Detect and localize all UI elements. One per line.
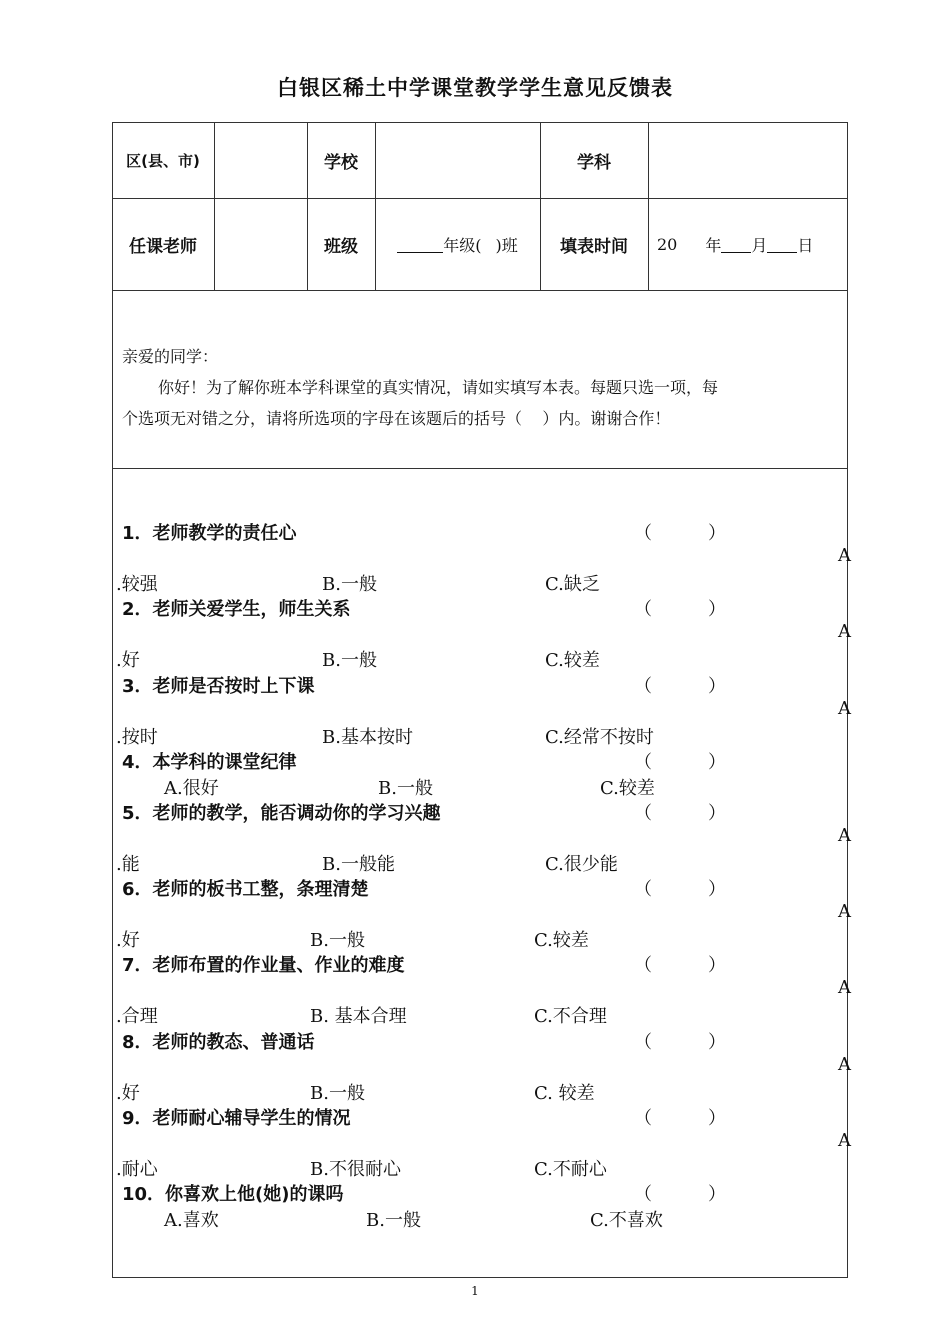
question-text: 2．老师关爱学生，师生关系 — [122, 599, 351, 620]
option-c: C.不耐心 — [534, 1159, 607, 1180]
divider — [112, 290, 848, 291]
district-label: 区(县、市) — [126, 151, 200, 170]
date-field[interactable] — [648, 198, 848, 290]
paren-close: ） — [708, 879, 726, 900]
paren-close: ） — [708, 1108, 726, 1129]
teacher-field[interactable] — [214, 198, 307, 290]
paren-close: ） — [708, 676, 726, 697]
option-c: C. 较差 — [534, 1083, 595, 1104]
year-text: 年 — [705, 235, 722, 255]
answer-blank[interactable] — [634, 748, 726, 774]
option-a-marker: A — [838, 901, 851, 922]
paren-close: ） — [708, 752, 726, 773]
question-text: 10．你喜欢上他(她)的课吗 — [122, 1184, 344, 1205]
answer-blank[interactable] — [634, 672, 726, 698]
paren-open: （ — [634, 752, 652, 773]
option-a: A.很好 — [164, 778, 219, 799]
subject-label: 学科 — [577, 152, 611, 173]
option-a: .较强 — [116, 574, 158, 595]
option-c: C.不合理 — [534, 1006, 607, 1027]
question-text: 9．老师耐心辅导学生的情况 — [122, 1108, 351, 1129]
question-text: 8．老师的教态、普通话 — [122, 1032, 315, 1053]
option-c: C.经常不按时 — [545, 727, 654, 748]
option-c: C.不喜欢 — [590, 1210, 663, 1231]
paren-close: ） — [708, 955, 726, 976]
option-b: B.不很耐心 — [310, 1159, 401, 1180]
option-a-marker: A — [838, 977, 851, 998]
option-a: .按时 — [116, 727, 158, 748]
date-label: 填表时间 — [560, 236, 628, 257]
question-text: 1．老师教学的责任心 — [122, 523, 297, 544]
option-a: .合理 — [116, 1006, 158, 1027]
paren-close: ） — [708, 803, 726, 824]
page-title: 白银区稀土中学课堂教学学生意见反馈表 — [277, 76, 673, 100]
paren-close: ） — [708, 1184, 726, 1205]
option-b: B.一般 — [310, 930, 365, 951]
intro-line-2: 个选项无对错之分，请将所选项的字母在该题后的括号（ ）内。谢谢合作！ — [122, 409, 671, 428]
paren-open: （ — [634, 523, 652, 544]
paren-close: ） — [708, 1032, 726, 1053]
option-b: B.基本按时 — [322, 727, 413, 748]
day-text: 日 — [797, 235, 814, 255]
paren-open: （ — [634, 599, 652, 620]
grade-blank[interactable] — [397, 236, 443, 253]
option-b: B.一般能 — [322, 854, 395, 875]
divider — [112, 468, 848, 469]
question-text: 6．老师的板书工整，条理清楚 — [122, 879, 369, 900]
answer-blank[interactable] — [634, 875, 726, 901]
question-text: 5．老师的教学，能否调动你的学习兴趣 — [122, 803, 441, 824]
option-b: B.一般 — [378, 778, 433, 799]
answer-blank[interactable] — [634, 1180, 726, 1206]
subject-field[interactable] — [648, 122, 848, 198]
option-b: B.一般 — [366, 1210, 421, 1231]
option-c: C.较差 — [534, 930, 589, 951]
option-a: .耐心 — [116, 1159, 158, 1180]
month-text: 月 — [751, 235, 768, 255]
paren-open: （ — [634, 1032, 652, 1053]
question-text: 7．老师布置的作业量、作业的难度 — [122, 955, 405, 976]
grade-text: 年级( — [443, 235, 482, 255]
option-b: B. 基本合理 — [310, 1006, 407, 1027]
option-a: .好 — [116, 930, 140, 951]
option-a-marker: A — [838, 1054, 851, 1075]
answer-blank[interactable] — [634, 951, 726, 977]
option-a-marker: A — [838, 545, 851, 566]
option-c: C.较差 — [600, 778, 655, 799]
paren-open: （ — [634, 879, 652, 900]
option-a: A.喜欢 — [164, 1210, 219, 1231]
class-text: )班 — [495, 235, 518, 255]
option-a-marker: A — [838, 621, 851, 642]
teacher-label: 任课老师 — [129, 236, 197, 257]
option-a-marker: A — [838, 825, 851, 846]
school-field[interactable] — [375, 122, 540, 198]
option-c: C.很少能 — [545, 854, 618, 875]
option-a: .好 — [116, 650, 140, 671]
question-text: 3．老师是否按时上下课 — [122, 676, 315, 697]
answer-blank[interactable] — [634, 799, 726, 825]
paren-close: ） — [708, 523, 726, 544]
paren-close: ） — [708, 599, 726, 620]
school-label: 学校 — [324, 152, 358, 173]
answer-blank[interactable] — [634, 519, 726, 545]
district-field[interactable] — [214, 122, 307, 198]
answer-blank[interactable] — [634, 595, 726, 621]
option-b: B.一般 — [322, 650, 377, 671]
option-a: .好 — [116, 1083, 140, 1104]
question-text: 4．本学科的课堂纪律 — [122, 752, 297, 773]
paren-open: （ — [634, 955, 652, 976]
option-c: C.较差 — [545, 650, 600, 671]
option-c: C.缺乏 — [545, 574, 600, 595]
answer-blank[interactable] — [634, 1028, 726, 1054]
intro-line-1: 你好！为了解你班本学科课堂的真实情况，请如实填写本表。每题只选一项，每 — [158, 378, 719, 397]
greeting: 亲爱的同学： — [122, 347, 219, 366]
option-a-marker: A — [838, 1130, 851, 1151]
option-b: B.一般 — [310, 1083, 365, 1104]
paren-open: （ — [634, 1184, 652, 1205]
month-blank[interactable] — [721, 236, 751, 253]
answer-blank[interactable] — [634, 1104, 726, 1130]
class-field[interactable] — [375, 198, 540, 290]
paren-open: （ — [634, 676, 652, 697]
class-label: 班级 — [324, 236, 358, 257]
option-a: .能 — [116, 854, 140, 875]
option-b: B.一般 — [322, 574, 377, 595]
paren-open: （ — [634, 803, 652, 824]
page-number: 1 — [471, 1284, 479, 1298]
option-a-marker: A — [838, 698, 851, 719]
paren-open: （ — [634, 1108, 652, 1129]
day-blank[interactable] — [767, 236, 797, 253]
year-prefix: 20 — [657, 234, 678, 254]
